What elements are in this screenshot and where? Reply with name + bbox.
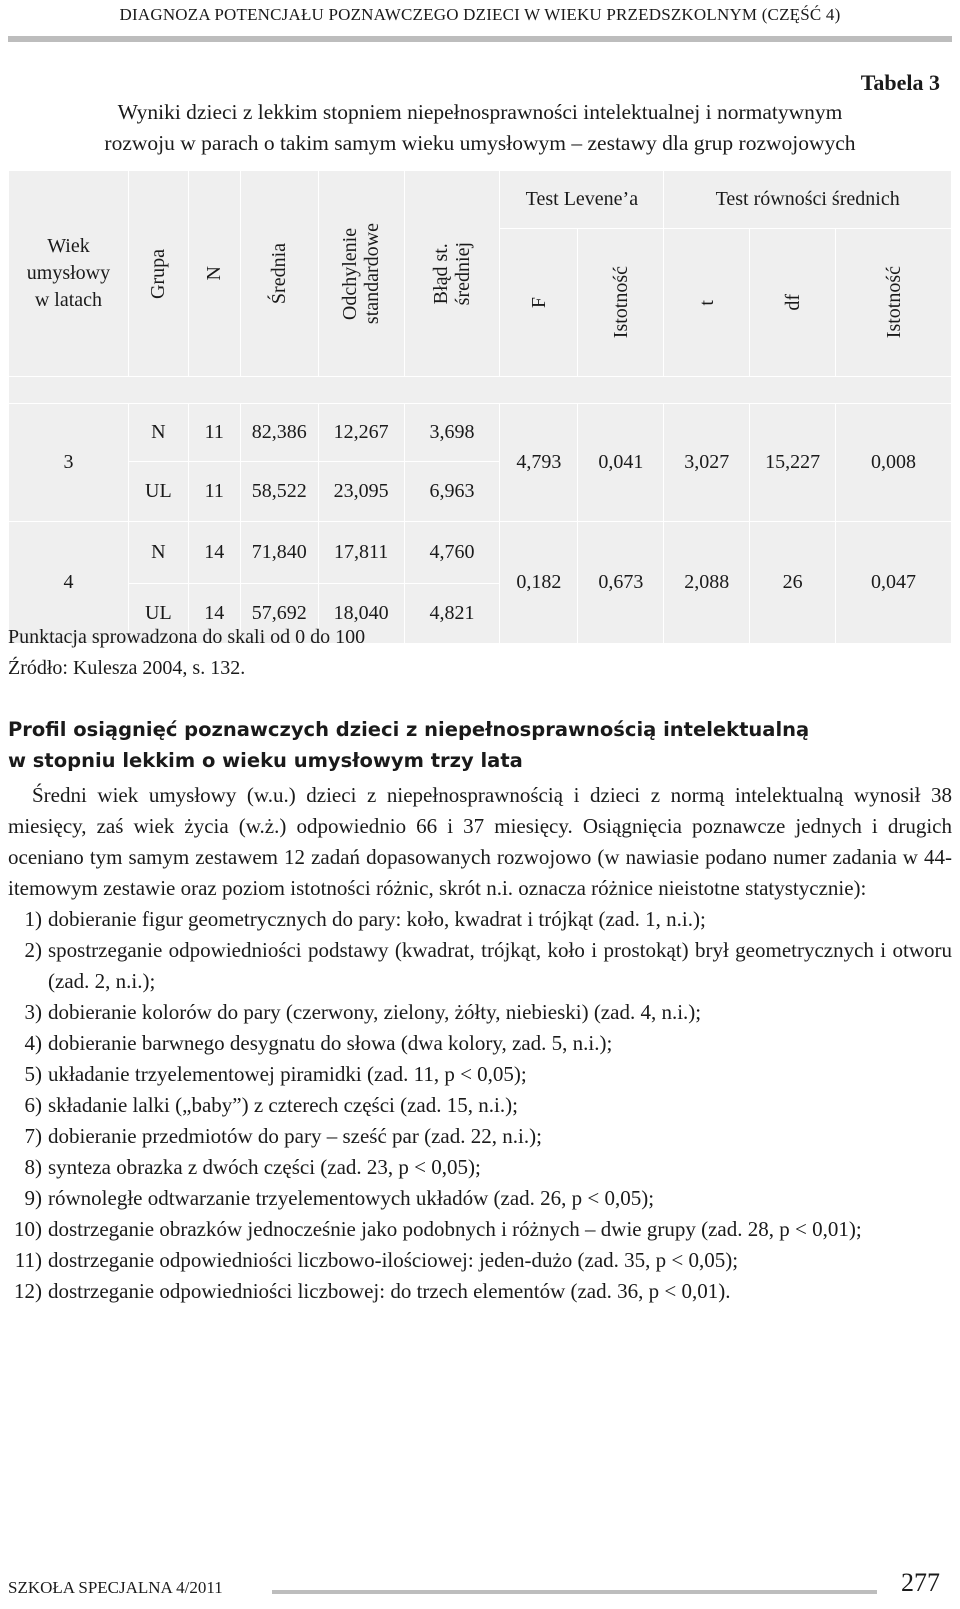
header-t: t (664, 229, 750, 377)
footer-rule (272, 1590, 877, 1594)
section-title-line-1: Profil osiągnięć poznawczych dzieci z niepełnosprawnością intelektualną (8, 718, 810, 741)
cell-grupa: N (128, 522, 188, 584)
header-rownosci: Test równości średnich (664, 171, 952, 229)
cell-n: 11 (188, 462, 240, 522)
list-item: 1) dobieranie figur geometrycznych do pary: koło, kwadrat i trójkąt (zad. 1, n.i.); (24, 907, 706, 931)
table-title-line-1: Wyniki dzieci z lekkim stopniem niepełnosprawności intelektualnej i normatywnym (117, 100, 843, 124)
header-istotnosc-2: Istotność (836, 229, 952, 377)
table-row (9, 404, 952, 462)
header-istotnosc-1: Istotność (578, 229, 664, 377)
list-item: 9) równoległe odtwarzanie trzyelementowych układów (zad. 26, p < 0,05); (24, 1186, 655, 1210)
list-item: 3) dobieranie kolorów do pary (czerwony, zielony, żółty, niebieski) (zad. 4, n.i.); (24, 1000, 702, 1024)
list-item: 6) składanie lalki („baby”) z czterech części (zad. 15, n.i.); (24, 1093, 518, 1117)
table-note-source: Źródło: Kulesza 2004, s. 132. (8, 657, 246, 679)
cell-age: 3 (9, 404, 129, 522)
cell-blad: 4,760 (404, 522, 500, 584)
cell-istotnosc-1: 0,673 (578, 522, 664, 644)
table-title-line-2: rozwoju w parach o takim samym wieku umysłowym – zestawy dla grup rozwojowych (104, 131, 856, 155)
cell-istotnosc-1: 0,041 (578, 404, 664, 522)
list-item: 4) dobieranie barwnego desygnatu do słowa (dwa kolory, zad. 5, n.i.); (24, 1031, 613, 1055)
table-note-scale: Punktacja sprowadzona do skali od 0 do 100 (8, 626, 366, 648)
header-f: F (500, 229, 578, 377)
cell-srednia: 82,386 (240, 404, 318, 462)
cell-srednia: 57,692 (240, 584, 318, 644)
section-title-line-2: w stopniu lekkim o wieku umysłowym trzy lata (8, 749, 523, 772)
cell-blad: 3,698 (404, 404, 500, 462)
page-number: 277 (901, 1568, 940, 1597)
body-paragraph: Średni wiek umysłowy (w.u.) dzieci z niepełnosprawnością i dzieci z normą intelektualną wynosił 38 miesięcy, zaś wiek życia (w.ż.) odpowiednio 66 i 37 miesięcy. Osiągnięcia poznawcze jednych i drugich oceniano tym samym zestawem 12 zadań dopasowanych rozwojowo (w nawiasie podano numer zadania w 44-itemowym zestawie oraz poziom istotności różnic, skrót n.i. oznacza różnice nieistotne statystycznie): (8, 783, 952, 900)
list-item: 7) dobieranie przedmiotów do pary – sześć par (zad. 22, n.i.); (24, 1124, 542, 1148)
cell-grupa: UL (128, 584, 188, 644)
running-header: DIAGNOZA POTENCJAŁU POZNAWCZEGO DZIECI W WIEKU PRZEDSZKOLNYM (CZĘŚĆ 4) (119, 5, 841, 24)
list-item: 2) spostrzeganie odpowiedniości podstawy (kwadrat, trójkąt, koło i prostokąt) brył geometrycznych i otworu (zad. 2, n.i.); (24, 938, 952, 993)
results-table (8, 170, 952, 644)
cell-odchylenie: 23,095 (318, 462, 404, 522)
list-item: 10) dostrzeganie obrazków jednocześnie jako podobnych i różnych – dwie grupy (zad. 28, p < 0,01); (14, 1217, 862, 1241)
list-item: 5) układanie trzyelementowej piramidki (zad. 11, p < 0,05); (24, 1062, 527, 1086)
cell-blad: 4,821 (404, 584, 500, 644)
header-grupa: Grupa (128, 171, 188, 377)
cell-srednia: 71,840 (240, 522, 318, 584)
header-levene: Test Levene’a (500, 171, 664, 229)
header-odchylenie: Odchylenie standardowe (318, 171, 404, 377)
cell-df: 26 (750, 522, 836, 644)
list-item: 8) synteza obrazka z dwóch części (zad. 23, p < 0,05); (24, 1155, 481, 1179)
header-wiek: Wiek umysłowy w latach (9, 171, 129, 377)
header-rule (8, 36, 952, 42)
cell-odchylenie: 17,811 (318, 522, 404, 584)
table-title (0, 97, 960, 159)
table-row (9, 522, 952, 584)
header-n: N (188, 171, 240, 377)
cell-f: 4,793 (500, 404, 578, 522)
cell-f: 0,182 (500, 522, 578, 644)
cell-istotnosc-2: 0,047 (836, 522, 952, 644)
cell-srednia: 58,522 (240, 462, 318, 522)
table-notes (8, 622, 365, 684)
cell-df: 15,227 (750, 404, 836, 522)
cell-blad: 6,963 (404, 462, 500, 522)
cell-odchylenie: 18,040 (318, 584, 404, 644)
cell-t: 2,088 (664, 522, 750, 644)
cell-age: 4 (9, 522, 129, 644)
section-title (8, 714, 952, 776)
cell-t: 3,027 (664, 404, 750, 522)
cell-odchylenie: 12,267 (318, 404, 404, 462)
footer-journal: SZKOŁA SPECJALNA 4/2011 (8, 1578, 223, 1597)
body-text (8, 780, 952, 1307)
list-item: 12) dostrzeganie odpowiedniości liczbowej: do trzech elementów (zad. 36, p < 0,01). (14, 1279, 731, 1303)
header-srednia: Średnia (240, 171, 318, 377)
header-df: df (750, 229, 836, 377)
cell-n: 11 (188, 404, 240, 462)
table-gap (9, 377, 952, 404)
cell-grupa: UL (128, 462, 188, 522)
cell-n: 14 (188, 522, 240, 584)
header-blad: Błąd st. średniej (404, 171, 500, 377)
cell-istotnosc-2: 0,008 (836, 404, 952, 522)
list-item: 11) dostrzeganie odpowiedniości liczbowo-ilościowej: jeden-dużo (zad. 35, p < 0,05); (14, 1248, 739, 1272)
table-label: Tabela 3 (860, 70, 940, 95)
cell-n: 14 (188, 584, 240, 644)
cell-grupa: N (128, 404, 188, 462)
task-list (8, 904, 952, 1307)
